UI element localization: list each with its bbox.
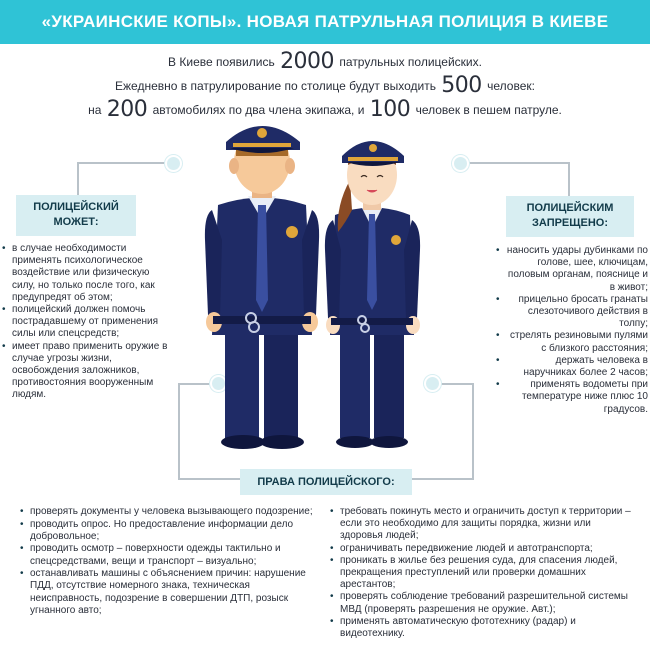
female-officer xyxy=(325,141,420,448)
list-item: • в случае необходимости применять психологическое воздействие или физическую силу, но только после того, как предупредят об этом; xyxy=(2,243,172,304)
list-item: • проводить опрос. Но предоставление информации дело добровольное; xyxy=(20,519,320,543)
page-title: «УКРАИНСКИЕ КОПЫ». НОВАЯ ПАТРУЛЬНАЯ ПОЛИЦИЯ В КИЕВЕ xyxy=(41,12,609,31)
forbidden-badge xyxy=(506,196,634,237)
stat-number: 500 xyxy=(441,73,482,98)
list-item: • держать человека в наручниках более 2 часов; xyxy=(496,355,648,379)
forbidden-title-line: ПОЛИЦЕЙСКИМ xyxy=(526,202,614,214)
list-item: • проникать в жилье без решения суда, для спасения людей, прекращения преступлений или проверки домашних арестантов; xyxy=(330,555,635,592)
forbidden-title-line: ЗАПРЕЩЕНО: xyxy=(532,217,608,229)
can-list xyxy=(2,243,172,402)
list-item: • ограничивать передвижение людей и автотранспорта; xyxy=(330,543,635,555)
intro-text-part: патрульных полицейских. xyxy=(339,55,482,69)
rights-list-left xyxy=(20,506,320,617)
intro-text-part: человек: xyxy=(487,79,535,93)
list-item: • полицейский должен помочь пострадавшему от применения силы или спецсредств; xyxy=(2,304,172,341)
list-item: • применять автоматическую фототехнику (радар) и видеотехнику. xyxy=(330,616,635,640)
list-item: • наносить удары дубинками по голове, шее, ключицам, половым органам, пояснице и в живот; xyxy=(496,245,648,294)
can-title-line: ПОЛИЦЕЙСКИЙ xyxy=(33,201,119,213)
list-item: • проверять документы у человека вызывающего подозрение; xyxy=(20,506,320,518)
intro-text-part: на xyxy=(88,103,102,117)
stat-number: 200 xyxy=(106,97,148,122)
list-item: • имеет право применить оружие в случае угрозы жизни, освобождения заложников, противостояния вооруженным людям. xyxy=(2,341,172,402)
list-item: • стрелять резиновыми пулями с близкого расстояния; xyxy=(496,330,648,354)
list-item: • применять водометы при температуре ниже плюс 10 градусов. xyxy=(496,379,648,416)
intro-text-part: В Киеве появились xyxy=(168,55,275,69)
list-item: • проводить осмотр – поверхности одежды тактильно и спецсредствами, вещи и транспорт – визуально; xyxy=(20,543,320,567)
can-badge xyxy=(16,195,136,236)
list-item: • прицельно бросать гранаты слезоточивого действия в толпу; xyxy=(496,294,648,331)
stat-number: 100 xyxy=(369,97,411,122)
list-item: • требовать покинуть место и ограничить доступ к территории – если это необходимо для защиты порядка, жизни или здоровья людей; xyxy=(330,506,635,543)
stat-number: 2000 xyxy=(280,49,335,74)
list-item: • проверять соблюдение требований разрешительной системы МВД (проверять разрешения не оружие. Авт.); xyxy=(330,591,635,615)
rights-badge: ПРАВА ПОЛИЦЕЙСКОГО: xyxy=(240,469,412,495)
intro-text-part: автомобилях по два члена экипажа, и xyxy=(152,103,365,117)
can-title-line: МОЖЕТ: xyxy=(53,216,99,228)
rights-list-right xyxy=(330,506,635,640)
list-item: • останавливать машины с объяснением причин: нарушение ПДД, отсутствие номерного знака, техническая неисправность, подозрение в совершении ДТП, розыск угнанного авто; xyxy=(20,568,320,617)
intro-text-part: Ежедневно в патрулирование по столице будут выходить xyxy=(115,79,436,93)
forbidden-list xyxy=(496,245,648,416)
male-officer xyxy=(205,126,319,449)
intro-text-part: человек в пешем патруле. xyxy=(415,103,562,117)
